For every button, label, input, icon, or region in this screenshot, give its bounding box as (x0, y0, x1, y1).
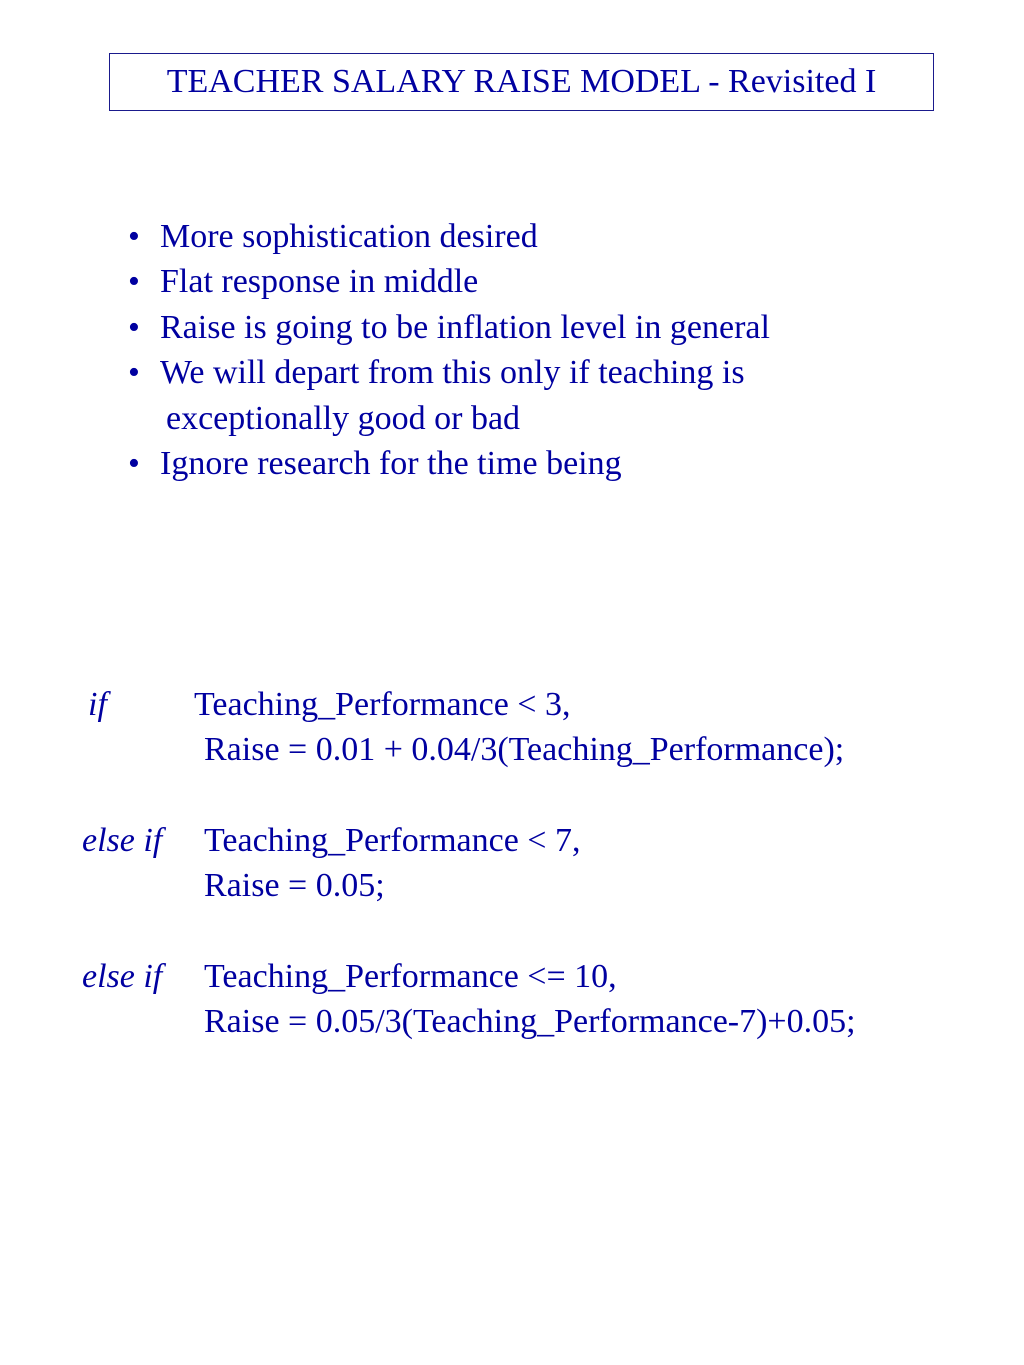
bullet-text: Flat response in middle (160, 263, 479, 301)
bullet-icon: • (128, 354, 140, 392)
bullet-icon: • (128, 263, 140, 301)
rule-keyword-if: if (88, 686, 107, 723)
rule-keyword-else-if: else if (82, 822, 163, 859)
bullet-icon: • (128, 218, 140, 255)
rule-assignment: Raise = 0.01 + 0.04/3(Teaching_Performance); (204, 731, 845, 768)
bullet-text: Ignore research for the time being (160, 445, 622, 483)
rule-condition: Teaching_Performance < 7, (204, 822, 581, 859)
bullet-text: Raise is going to be inflation level in general (160, 308, 770, 346)
rule-condition: Teaching_Performance <= 10, (204, 958, 617, 995)
rule-condition: Teaching_Performance < 3, (194, 686, 571, 723)
rule-assignment: Raise = 0.05/3(Teaching_Performance-7)+0.05; (204, 1003, 856, 1040)
slide-title: TEACHER SALARY RAISE MODEL - Revisited I (166, 63, 877, 100)
bullet-continuation-text: exceptionally good or bad (166, 399, 521, 437)
bullet-text: We will depart from this only if teaching is (160, 354, 745, 392)
bullet-icon: • (128, 445, 140, 483)
bullet-text: More sophistication desired (160, 218, 538, 255)
rule-assignment: Raise = 0.05; (204, 867, 385, 904)
rule-keyword-else-if: else if (82, 958, 163, 995)
bullet-icon: • (128, 308, 140, 346)
